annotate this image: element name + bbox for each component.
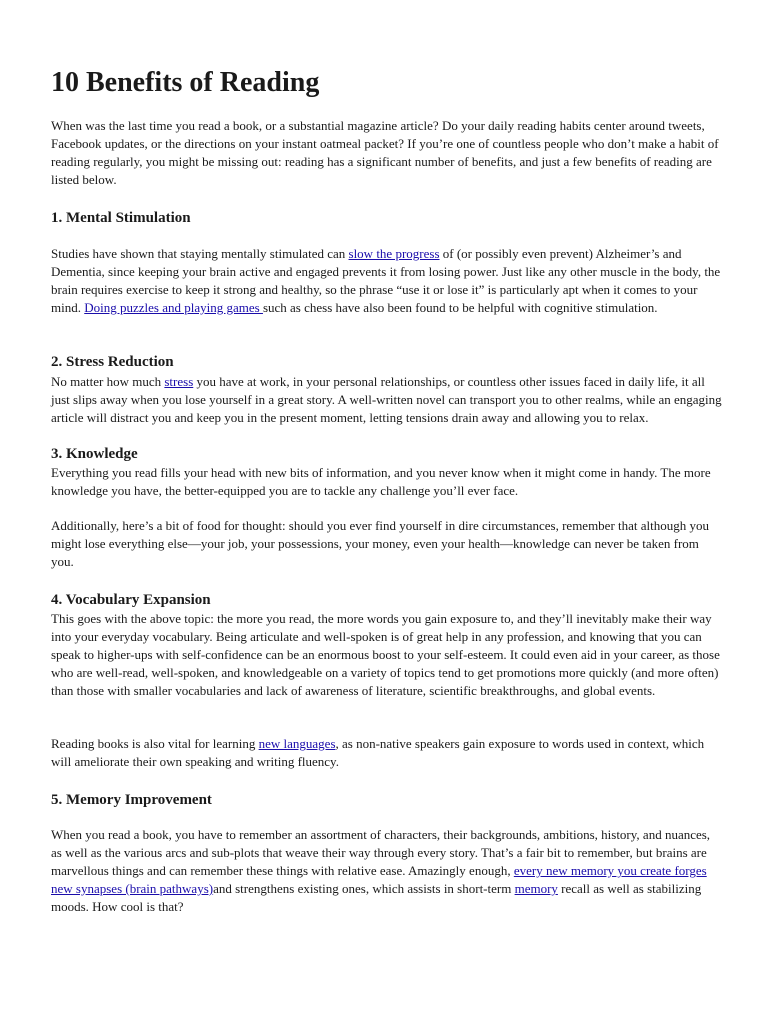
heading-vocabulary-expansion: 4. Vocabulary Expansion — [51, 592, 211, 608]
memory-paragraph — [51, 826, 723, 916]
link-new-synapses[interactable]: every new memory you create forges new synapses (brain pathways) — [51, 863, 707, 896]
vocabulary-paragraph-2 — [51, 735, 723, 771]
knowledge-paragraph-1: Everything you read fills your head with new bits of information, and you never know when it might come in handy. The more knowledge you have, the better-equipped you are to tackle any challenge you’ll ever face. — [51, 465, 711, 498]
link-memory[interactable]: memory — [514, 881, 558, 896]
text-span: such as chess have also been found to be helpful with cognitive stimulation. — [262, 300, 658, 315]
page-title: 10 Benefits of Reading — [51, 67, 320, 98]
vocabulary-paragraph-1: This goes with the above topic: the more you read, the more words you gain exposure to, and they’ll inevitably make their way into your everyday vocabulary. Being articulate and well-spoken is of great help in any profession, and knowing that you can speak to higher-ups with self-confidence can be an enormous boost to your self-esteem. It could even aid in your career, as those who are well-read, well-spoken, and knowledgeable on a variety of topics tend to get promotions more quickly (and more often) than those with smaller vocabularies and lack of awareness of literature, scientific breakthroughs, and global events. — [51, 611, 720, 698]
text-span: When you read a book, you have to remember an assortment of characters, their backgrounds, ambitions, history, and nuances, as well as the various arcs and sub-plots that weave their way through every story. That’s a fair bit to remember, but brains are marvellous things and can remember these things with relative ease. Amazingly enough, — [51, 827, 711, 878]
heading-stress-reduction: 2. Stress Reduction — [51, 354, 174, 370]
text-span: and strengthens existing ones, which assists in short-term — [213, 881, 515, 896]
text-span: recall as well as stabilizing moods. How cool is that? — [51, 881, 702, 914]
heading-memory-improvement: 5. Memory Improvement — [51, 792, 212, 808]
heading-knowledge: 3. Knowledge — [51, 446, 138, 462]
text-span: , as non-native speakers gain exposure to words used in context, which will ameliorate their own speaking and writing fluency. — [51, 736, 705, 769]
intro-paragraph: When was the last time you read a book, or a substantial magazine article? Do your daily reading habits center around tweets, Facebook updates, or the directions on your instant oatmeal packet? If you’re one of countless people who don’t make a habit of reading regularly, you might be missing out: reading has a significant number of benefits, and just a few benefits of reading are listed below. — [51, 118, 719, 187]
knowledge-paragraph-2: Additionally, here’s a bit of food for thought: should you ever find yourself in dire circumstances, remember that although you might lose everything else—your job, your possessions, your money, even your health—knowledge can never be taken from you. — [51, 518, 710, 569]
link-slow-the-progress[interactable]: slow the progress — [348, 246, 440, 261]
link-new-languages[interactable]: new languages — [258, 736, 336, 751]
link-stress[interactable]: stress — [164, 374, 194, 389]
heading-mental-stimulation: 1. Mental Stimulation — [51, 210, 191, 226]
text-span: Reading books is also vital for learning — [51, 736, 259, 751]
text-span: you have at work, in your personal relationships, or countless other issues faced in daily life, it all just slips away when you lose yourself in a great story. A well-written novel can transport you to other realms, while an engaging article will distract you and keep you in the present moment, letting tensions drain away and allowing you to relax. — [51, 374, 722, 425]
link-doing-puzzles[interactable]: Doing puzzles and playing games — [84, 300, 263, 315]
text-span: No matter how much — [51, 374, 165, 389]
text-span: Studies have shown that staying mentally stimulated can — [51, 246, 349, 261]
mental-stimulation-paragraph — [51, 245, 723, 317]
stress-reduction-paragraph — [51, 373, 723, 427]
text-span: of (or possibly even prevent) Alzheimer’s and Dementia, since keeping your brain active and engaged prevents it from losing power. Just like any other muscle in the body, the brain requires exercise to keep it strong and healthy, so the phrase “use it or lose it” is particularly apt when it comes to your mind. — [51, 246, 721, 315]
